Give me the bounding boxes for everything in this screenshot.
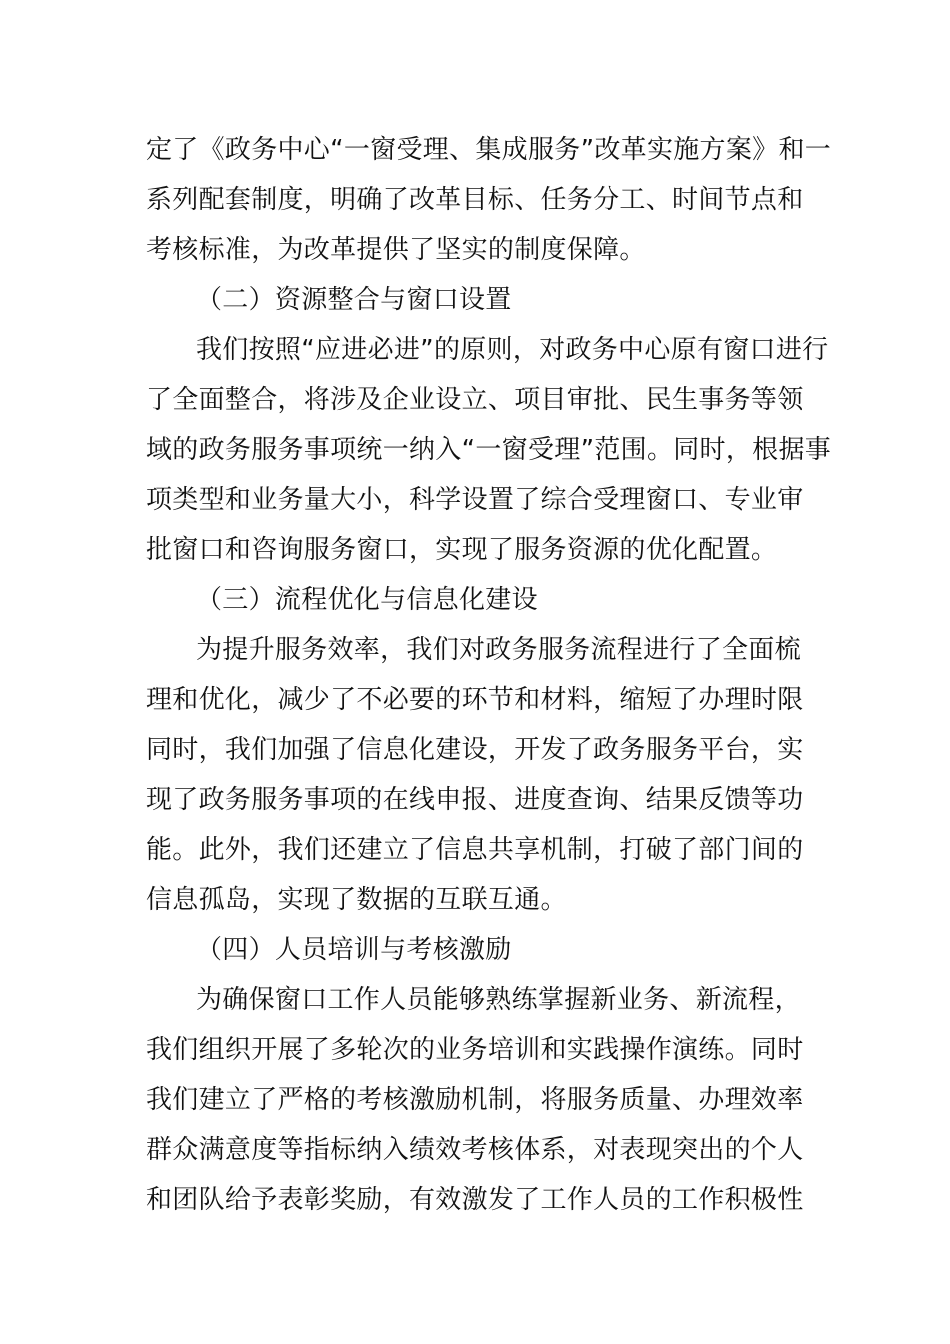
text-line-7: 域的政务服务事项统一纳入“一窗受理”范围。同时，根据事 <box>146 435 832 465</box>
text-line-11: 为提升服务效率，我们对政务服务流程进行了全面梳 <box>196 635 801 665</box>
text-line-13: 同时，我们加强了信息化建设，开发了政务服务平台，实 <box>146 735 804 765</box>
text-line-15: 能。此外，我们还建立了信息共享机制，打破了部门间的 <box>146 835 804 865</box>
text-line-19: 我们组织开展了多轮次的业务培训和实践操作演练。同时 <box>146 1035 804 1065</box>
text-line-18: 为确保窗口工作人员能够熟练掌握新业务、新流程， <box>196 985 801 1015</box>
text-line-2: 系列配套制度，明确了改革目标、任务分工、时间节点和 <box>146 185 804 215</box>
text-line-8: 项类型和业务量大小，科学设置了综合受理窗口、专业审 <box>146 485 804 515</box>
text-line-1: 定了《政务中心“一窗受理、集成服务”改革实施方案》和一 <box>146 135 832 165</box>
text-line-5: 我们按照“应进必进”的原则，对政务中心原有窗口进行 <box>196 335 829 365</box>
text-line-14: 现了政务服务事项的在线申报、进度查询、结果反馈等功 <box>146 785 804 815</box>
section-heading-4: （四）人员培训与考核激励 <box>196 935 512 965</box>
text-line-20: 我们建立了严格的考核激励机制，将服务质量、办理效率 <box>146 1085 804 1115</box>
text-line-22: 和团队给予表彰奖励，有效激发了工作人员的工作积极性 <box>146 1185 804 1215</box>
text-line-3: 考核标准，为改革提供了坚实的制度保障。 <box>146 235 646 265</box>
text-line-9: 批窗口和咨询服务窗口，实现了服务资源的优化配置。 <box>146 535 778 565</box>
text-line-6: 了全面整合，将涉及企业设立、项目审批、民生事务等领 <box>146 385 804 415</box>
text-line-21: 群众满意度等指标纳入绩效考核体系，对表现突出的个人 <box>146 1135 804 1165</box>
section-heading-2: （二）资源整合与窗口设置 <box>196 285 512 315</box>
text-line-16: 信息孤岛，实现了数据的互联互通。 <box>146 885 567 915</box>
text-line-12: 理和优化，减少了不必要的环节和材料，缩短了办理时限 <box>146 685 804 715</box>
section-heading-3: （三）流程优化与信息化建设 <box>196 585 538 615</box>
